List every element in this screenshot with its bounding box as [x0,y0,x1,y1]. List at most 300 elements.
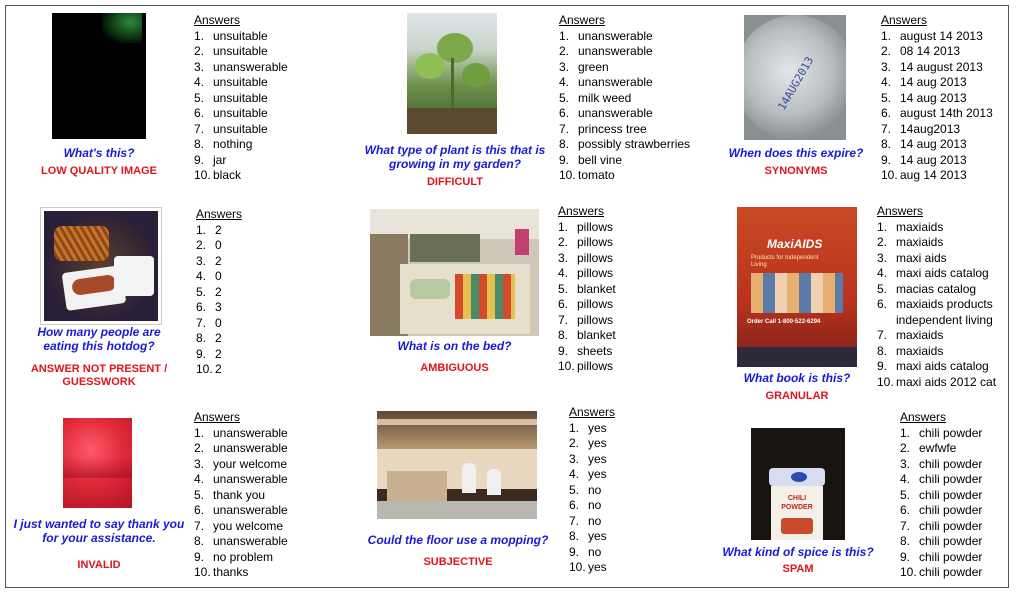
answer-text: unanswerable [578,44,653,58]
answer-number: 9. [559,152,570,167]
answer-item [900,441,1010,457]
answer-number: 2. [900,441,911,455]
answer-item [559,29,709,45]
answer-item [559,137,709,153]
answer-number: 9. [881,152,892,167]
book-brand-text: MaxiAIDS [767,237,823,251]
answer-item [196,300,316,316]
answer-text: 14 august 2013 [900,59,983,74]
answer-number: 3. [900,456,911,471]
answers-header: Answers [194,410,241,424]
answer-item [196,285,316,301]
answer-item [559,153,709,169]
answer-item [194,550,314,566]
red-fabric-image [63,418,132,508]
answer-item [900,426,1010,442]
answer-item [194,168,334,184]
answer-text: 14 aug 2013 [900,90,967,105]
answer-item [900,534,1010,550]
answer-item [900,457,1010,473]
answer-text: 08 14 2013 [900,44,961,58]
answer-number: 5. [569,482,580,497]
answer-item [569,421,649,437]
answers-header: Answers [196,207,243,221]
answer-item [196,269,316,285]
answer-item [569,436,649,452]
answer-text: chili powder [919,425,983,440]
spice-label-text: CHILI POWDER [781,495,813,511]
answer-text: pillows [577,235,614,249]
answer-item [194,137,334,153]
answer-item [900,519,1010,535]
answer-number: 5. [877,281,888,296]
answer-text: maxiaids [896,235,944,249]
answer-number: 4. [194,472,205,486]
answer-number: 10. [196,362,213,376]
answer-text: 2 [215,284,222,299]
answer-text: 14aug2013 [900,121,961,136]
answer-text: your welcome [213,456,288,471]
category-label: SPAM [782,563,814,575]
answer-text: green [578,59,609,74]
answer-item [881,91,1006,107]
answer-item [194,153,334,169]
answer-item [194,488,314,504]
answer-number: 2. [196,238,207,252]
answer-number: 1. [900,425,911,440]
answer-item [194,534,314,550]
category-label: AMBIGUOUS [420,362,489,374]
answer-item [559,91,709,107]
answer-item [194,519,314,535]
answer-number: 8. [194,534,205,548]
answer-number: 4. [877,266,888,280]
answer-text: 2 [215,346,222,361]
answer-number: 10. [559,168,576,182]
answer-number: 9. [569,544,580,559]
answer-item [559,60,709,76]
answer-item [877,266,1007,282]
book-order-text: Order Call 1-800-522-6294 [747,319,821,325]
answer-number: 1. [559,28,570,43]
answer-item [558,235,678,251]
answer-item [881,29,1006,45]
answer-text: chili powder [919,503,983,517]
answer-number: 3. [877,250,888,265]
answer-number: 8. [900,534,911,548]
answers-list [900,410,1010,581]
answer-item [569,514,649,530]
answer-number: 1. [877,219,888,234]
answer-text: milk weed [578,90,632,105]
answer-text: yes [588,467,607,481]
answer-text: you welcome [213,518,284,533]
answer-number: 1. [558,219,569,234]
plant-image [407,13,497,134]
answer-text: chili powder [919,534,983,548]
answers-header: Answers [877,204,924,218]
answer-text: nothing [213,137,253,151]
question-text: What is on the bed? [397,339,512,353]
answer-item [877,328,1007,344]
answer-text: ewfwfe [919,441,957,455]
answer-number: 6. [559,106,570,120]
answer-number: 4. [900,472,911,486]
answer-text: august 14th 2013 [900,106,993,120]
answer-items [569,421,649,576]
answer-item [881,153,1006,169]
answer-item [559,44,709,60]
answer-text: 2 [215,222,222,237]
answer-item [196,223,316,239]
answer-number: 8. [559,137,570,151]
answer-number: 9. [194,549,205,564]
answer-item [877,297,1007,328]
answer-number: 5. [900,487,911,502]
catalog-book-image [737,207,857,367]
answers-header: Answers [194,13,241,27]
answer-number: 2. [881,44,892,58]
answer-text: chili powder [919,456,983,471]
answer-item [194,472,314,488]
answer-number: 7. [559,121,570,136]
question-text: What's this? [63,146,135,160]
answer-number: 10. [900,565,917,579]
answer-item [558,344,678,360]
answer-number: 10. [558,359,575,373]
answer-number: 3. [196,253,207,268]
question-text: What kind of spice is this? [722,545,874,559]
answer-text: pillows [577,297,614,311]
answer-text: yes [588,451,607,466]
answer-text: chili powder [919,565,983,579]
answer-item [559,106,709,122]
question-text: I just wanted to say thank you for your assistance. [13,517,185,545]
answer-items [196,223,316,378]
answer-text: macias catalog [896,281,977,296]
answer-number: 6. [196,300,207,314]
answer-text: thanks [213,565,249,579]
answer-number: 1. [569,420,580,435]
answer-text: 0 [215,269,222,283]
answer-item [877,251,1007,267]
answer-number: 7. [196,315,207,330]
answer-text: yes [588,529,607,543]
answer-text: chili powder [919,518,983,533]
category-label: INVALID [77,559,121,571]
category-label: SUBJECTIVE [423,556,493,568]
answer-number: 7. [558,312,569,327]
answer-number: 9. [558,343,569,358]
answer-item [559,122,709,138]
answer-number: 5. [881,90,892,105]
answer-number: 3. [194,59,205,74]
answer-number: 10. [194,168,211,182]
answer-text: chili powder [919,487,983,502]
answers-list [881,13,1006,184]
answer-item [558,359,678,375]
answer-item [194,122,334,138]
answer-item [558,251,678,267]
answer-number: 5. [196,284,207,299]
answer-number: 7. [881,121,892,136]
answer-text: unanswerable [213,503,288,517]
answer-number: 2. [877,235,888,249]
answer-number: 3. [881,59,892,74]
answers-list [194,410,314,581]
answer-item [881,122,1006,138]
answer-number: 8. [558,328,569,342]
answer-text: tomato [578,168,615,182]
answer-item [196,316,316,332]
answer-number: 4. [194,75,205,89]
answer-number: 5. [559,90,570,105]
answers-header: Answers [569,405,616,419]
answer-number: 3. [569,451,580,466]
answer-item [196,238,316,254]
answer-number: 5. [558,281,569,296]
category-label: DIFFICULT [426,176,483,188]
answer-item [558,313,678,329]
answer-item [881,44,1006,60]
answer-number: 5. [194,90,205,105]
answer-item [569,560,649,576]
answer-number: 2. [194,441,205,455]
answer-text: maxi aids catalog [896,266,989,280]
answer-text: unanswerable [213,534,288,548]
answer-text: jar [213,152,227,167]
answer-text: pillows [577,266,614,280]
answer-text: unanswerable [578,75,653,89]
spice-jar-image [751,428,845,540]
answer-text: thank you [213,487,266,502]
answers-list [569,405,649,576]
answer-item [196,331,316,347]
answer-text: 14 aug 2013 [900,75,967,89]
answer-item [196,254,316,270]
question-text: How many people are eating this hotdog? [37,325,161,353]
answer-item [569,483,649,499]
answer-number: 4. [559,75,570,89]
answer-text: maxiaids [896,328,944,342]
answer-number: 8. [194,137,205,151]
answer-text: black [213,168,242,182]
answer-text: no problem [213,549,274,564]
answer-item [558,282,678,298]
answer-item [569,452,649,468]
answer-text: 0 [215,238,222,252]
answer-number: 2. [558,235,569,249]
answer-text: maxi aids [896,250,947,265]
answer-number: 2. [194,44,205,58]
answer-text: august 14 2013 [900,28,983,43]
answer-text: unanswerable [578,106,653,120]
answer-text: 2 [215,362,222,376]
answer-item [194,565,314,581]
answer-number: 10. [877,374,894,389]
answer-number: 7. [194,518,205,533]
category-label: GRANULAR [765,390,829,402]
answer-number: 7. [877,328,888,342]
answer-item [194,29,334,45]
answer-item [559,75,709,91]
answer-number: 7. [194,121,205,136]
bedroom-image [370,209,539,336]
answer-item [558,297,678,313]
answer-text: no [588,498,602,512]
answer-item [877,359,1007,375]
answer-item [900,550,1010,566]
answer-text: unsuitable [213,106,268,120]
dark-blurry-image [52,13,146,139]
answers-list [877,204,1007,390]
answer-items [881,29,1006,184]
answers-header: Answers [559,13,606,27]
category-label: SYNONYMS [764,165,828,177]
answer-text: pillows [577,312,614,327]
answers-header: Answers [881,13,928,27]
answer-number: 3. [194,456,205,471]
answer-item [900,472,1010,488]
answer-item [881,168,1006,184]
kitchen-image [377,411,537,519]
answer-items [559,29,709,184]
answer-number: 6. [877,297,888,311]
answer-item [194,441,314,457]
question-text: Could the floor use a mopping? [367,533,549,547]
answer-number: 4. [881,75,892,89]
answer-items [194,29,334,184]
answer-text: chili powder [919,549,983,564]
answer-number: 9. [900,549,911,564]
answer-text: pillows [577,219,614,234]
answer-item [558,328,678,344]
answer-text: 2 [215,331,222,345]
answer-number: 1. [194,425,205,440]
answer-text: maxiaids [896,219,944,234]
answer-text: aug 14 2013 [900,168,967,182]
answer-text: blanket [577,281,616,296]
can-lid-image [744,15,846,140]
answer-number: 1. [196,222,207,237]
answer-item [194,60,334,76]
answer-number: 6. [881,106,892,120]
answer-text: maxi aids catalog [896,359,989,373]
answer-item [194,426,314,442]
question-text: What book is this? [743,371,851,385]
answer-text: no [588,544,602,559]
answer-item [900,565,1010,581]
answer-text: unanswerable [213,425,288,440]
answer-text: 2 [215,253,222,268]
answer-text: princess tree [578,121,647,136]
answer-number: 8. [569,529,580,543]
answer-item [194,106,334,122]
book-subtitle-text: Products for Independent Living [751,255,819,268]
answers-list [196,207,316,378]
answer-text: unsuitable [213,44,268,58]
answer-text: unanswerable [578,28,653,43]
answers-header: Answers [558,204,605,218]
answer-number: 9. [877,359,888,373]
answer-item [900,488,1010,504]
question-text: What type of plant is this that is growing in my garden? [364,143,546,171]
answer-text: unanswerable [213,59,288,74]
answer-item [881,106,1006,122]
answer-text: no [588,513,602,528]
answer-number: 9. [196,346,207,361]
answer-item [194,91,334,107]
answer-text: unsuitable [213,90,268,105]
answers-header: Answers [900,410,947,424]
answer-number: 6. [194,503,205,517]
answer-item [558,220,678,236]
answer-items [558,220,678,375]
answer-number: 4. [569,467,580,481]
answer-text: unanswerable [213,472,288,486]
answer-number: 6. [900,503,911,517]
answer-number: 10. [569,560,586,574]
answer-text: bell vine [578,152,623,167]
answer-text: pillows [577,359,614,373]
answer-item [569,467,649,483]
answer-text: unsuitable [213,75,268,89]
answer-item [881,75,1006,91]
answer-item [558,266,678,282]
answer-text: unanswerable [213,441,288,455]
answers-list [194,13,334,184]
answer-text: yes [588,436,607,450]
answer-text: yes [588,560,607,574]
answer-number: 10. [194,565,211,579]
answer-item [194,44,334,60]
answer-item [194,457,314,473]
answer-item [194,75,334,91]
answer-text: pillows [577,250,614,265]
answer-items [877,220,1007,391]
answer-number: 2. [559,44,570,58]
answer-items [194,426,314,581]
answer-item [877,235,1007,251]
answer-number: 3. [559,59,570,74]
answer-number: 7. [569,513,580,528]
answer-item [881,137,1006,153]
answers-list [558,204,678,375]
answers-list [559,13,709,184]
answer-item [900,503,1010,519]
answer-number: 1. [881,28,892,43]
answer-text: sheets [577,343,613,358]
answer-items [900,426,1010,581]
answer-item [881,60,1006,76]
answer-item [877,375,1007,391]
category-label: LOW QUALITY IMAGE [41,165,157,177]
question-text: When does this expire? [728,146,864,160]
answer-number: 6. [569,498,580,512]
answer-number: 8. [877,343,888,358]
answer-text: possibly strawberries [578,137,691,151]
answer-number: 8. [196,331,207,345]
answer-text: maxi aids 2012 cat [896,374,997,389]
answer-text: 14 aug 2013 [900,137,967,151]
answer-item [877,282,1007,298]
answer-text: maxiaids [896,343,944,358]
answer-number: 3. [558,250,569,265]
answer-number: 1. [194,28,205,43]
answer-text: unsuitable [213,121,268,136]
answer-number: 8. [881,137,892,151]
answer-text: yes [588,420,607,435]
